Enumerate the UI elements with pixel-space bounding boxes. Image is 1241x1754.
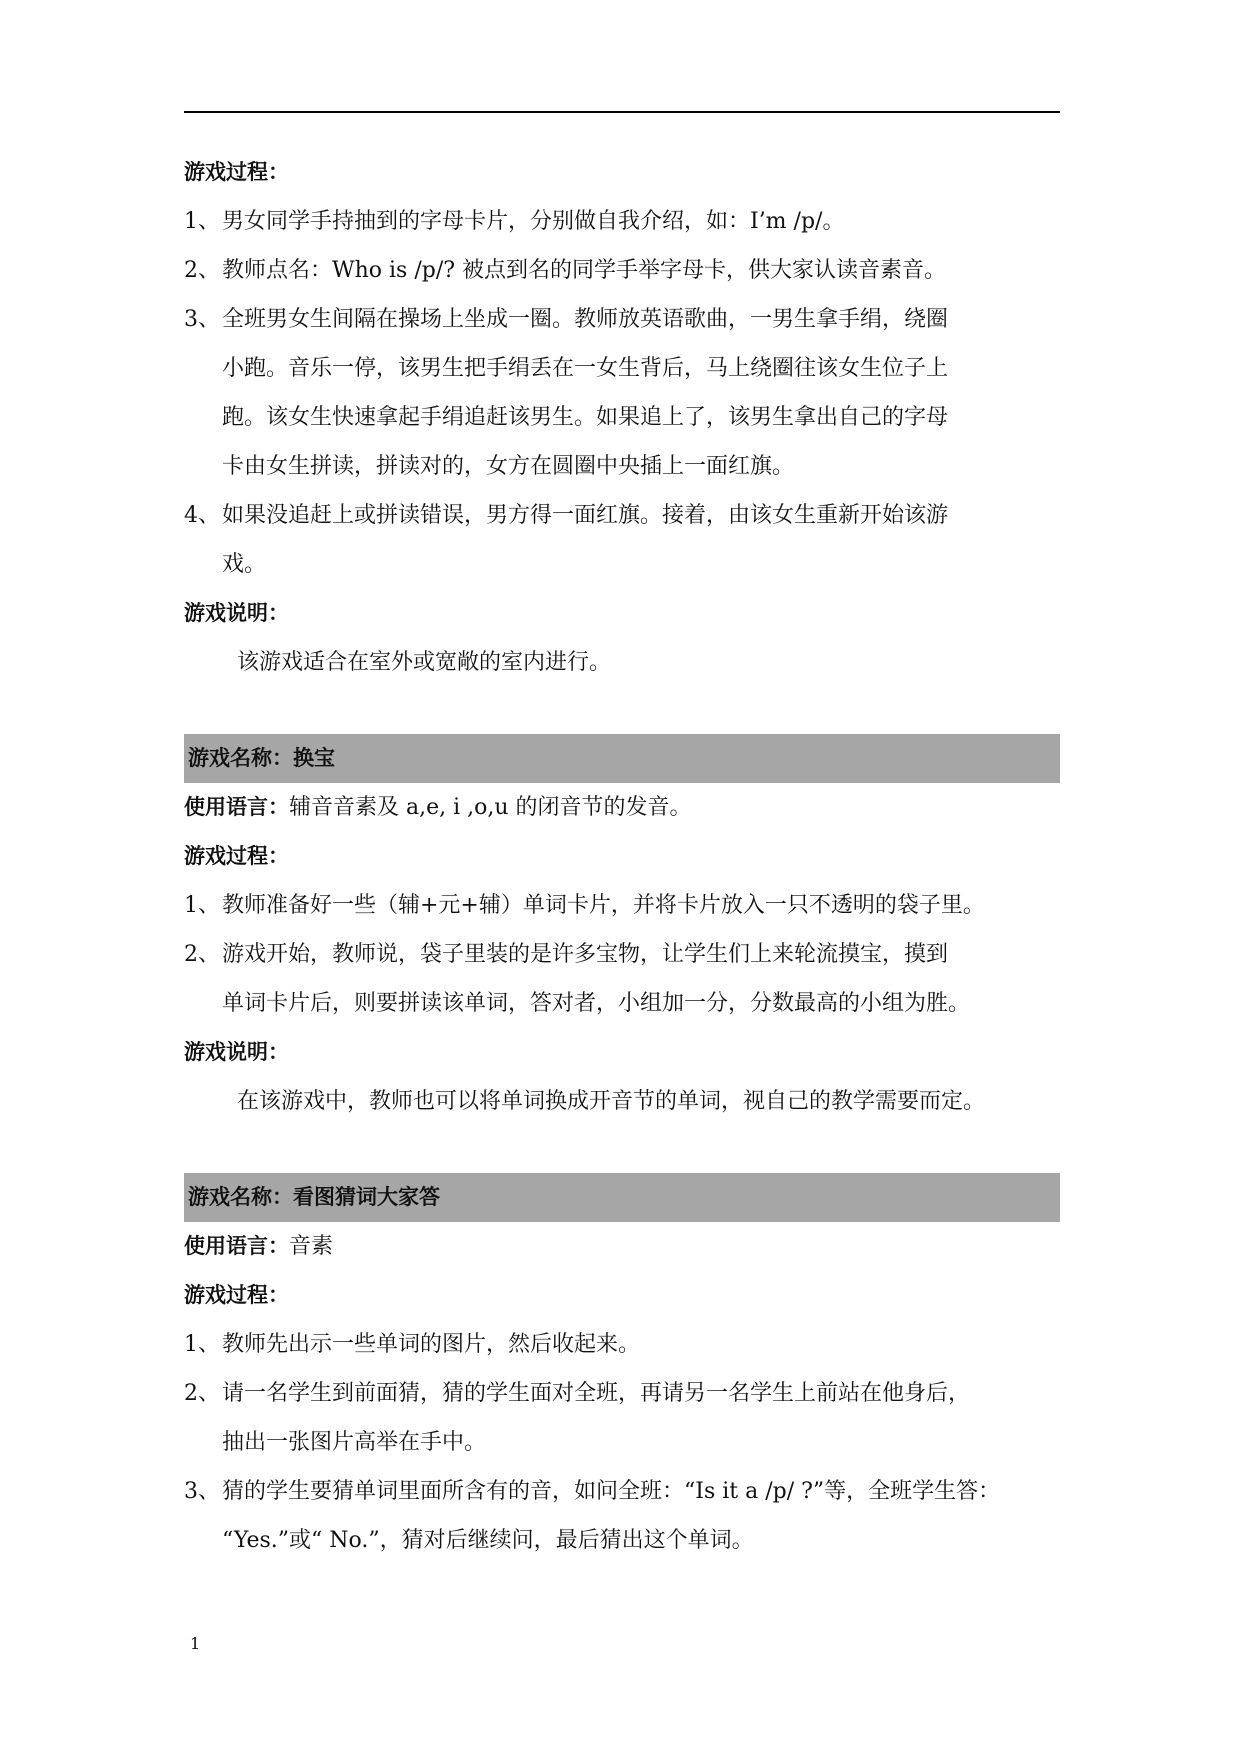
document-body	[184, 148, 1060, 1565]
item-text: 教师先出示一些单词的图片，然后收起来。	[222, 1332, 641, 1357]
list-item	[184, 881, 1060, 930]
process-heading: 游戏过程：	[184, 844, 289, 868]
game-name-bar	[184, 734, 1060, 783]
item-number: 3、	[184, 1479, 220, 1504]
item-number: 1、	[184, 1332, 220, 1357]
item-text: 卡由女生拼读，拼读对的，女方在圆圈中央插上一面红旗。	[222, 454, 795, 479]
item-text: 如果没追赶上或拼读错误，男方得一面红旗。接着，由该女生重新开始该游	[222, 503, 949, 528]
item-text: 小跑。音乐一停，该男生把手绢丢在一女生背后，马上绕圈往该女生位子上	[222, 356, 949, 381]
item-text: 全班男女生间隔在操场上坐成一圈。教师放英语歌曲，一男生拿手绢，绕圈	[222, 307, 949, 332]
note-heading: 游戏说明：	[184, 601, 289, 625]
list-item	[184, 295, 1060, 491]
item-text: 男女同学手持抽到的字母卡片，分别做自我介绍，如：I’m /p/。	[222, 209, 845, 234]
process-heading: 游戏过程：	[184, 160, 289, 184]
item-number: 1、	[184, 209, 220, 234]
item-number: 3、	[184, 307, 220, 332]
item-text: 单词卡片后，则要拼读该单词，答对者，小组加一分，分数最高的小组为胜。	[222, 991, 971, 1016]
item-text: “Yes.”或“ No.”，猜对后继续问，最后猜出这个单词。	[222, 1528, 754, 1553]
list-item	[184, 246, 1060, 295]
language-line	[184, 783, 1060, 832]
item-text: 教师准备好一些（辅+元+辅）单词卡片，并将卡片放入一只不透明的袋子里。	[222, 893, 985, 918]
language-line	[184, 1222, 1060, 1271]
language-label: 使用语言：	[184, 795, 289, 819]
game-name: 看图猜词大家答	[293, 1185, 440, 1209]
item-number: 2、	[184, 258, 220, 283]
item-text: 游戏开始，教师说，袋子里装的是许多宝物，让学生们上来轮流摸宝，摸到	[222, 942, 949, 967]
item-text: 跑。该女生快速拿起手绢追赶该男生。如果追上了，该男生拿出自己的字母	[222, 405, 949, 430]
item-number: 4、	[184, 503, 220, 528]
item-number: 2、	[184, 942, 220, 967]
item-text: 戏。	[222, 552, 267, 577]
page-number: 1	[190, 1634, 201, 1653]
item-text: 教师点名：Who is /p/? 被点到名的同学手举字母卡，供大家认读音素音。	[222, 258, 947, 283]
item-text: 猜的学生要猜单词里面所含有的音，如问全班：“Is it a /p/ ?”等，全班学生答：	[222, 1479, 1001, 1504]
list-item	[184, 1467, 1060, 1565]
game-name-label: 游戏名称：	[188, 1185, 293, 1209]
game-name-label: 游戏名称：	[188, 746, 293, 770]
item-text: 抽出一张图片高举在手中。	[222, 1430, 487, 1455]
note-text: 该游戏适合在室外或宽敞的室内进行。	[237, 650, 612, 675]
note-heading: 游戏说明：	[184, 1040, 289, 1064]
note-text: 在该游戏中，教师也可以将单词换成开音节的单词，视自己的教学需要而定。	[237, 1089, 986, 1114]
game-name: 换宝	[293, 746, 335, 770]
item-text: 请一名学生到前面猜，猜的学生面对全班，再请另一名学生上前站在他身后，	[222, 1381, 971, 1406]
list-item	[184, 930, 1060, 1028]
list-item	[184, 197, 1060, 246]
game-name-bar	[184, 1173, 1060, 1222]
item-number: 1、	[184, 893, 220, 918]
header-rule	[184, 111, 1060, 113]
language-label: 使用语言：	[184, 1234, 289, 1258]
language-text: 辅音音素及 a,e, i ,o,u 的闭音节的发音。	[289, 795, 692, 820]
list-item	[184, 491, 1060, 589]
list-item	[184, 1320, 1060, 1369]
language-text: 音素	[289, 1234, 334, 1259]
item-number: 2、	[184, 1381, 220, 1406]
process-heading: 游戏过程：	[184, 1283, 289, 1307]
list-item	[184, 1369, 1060, 1467]
